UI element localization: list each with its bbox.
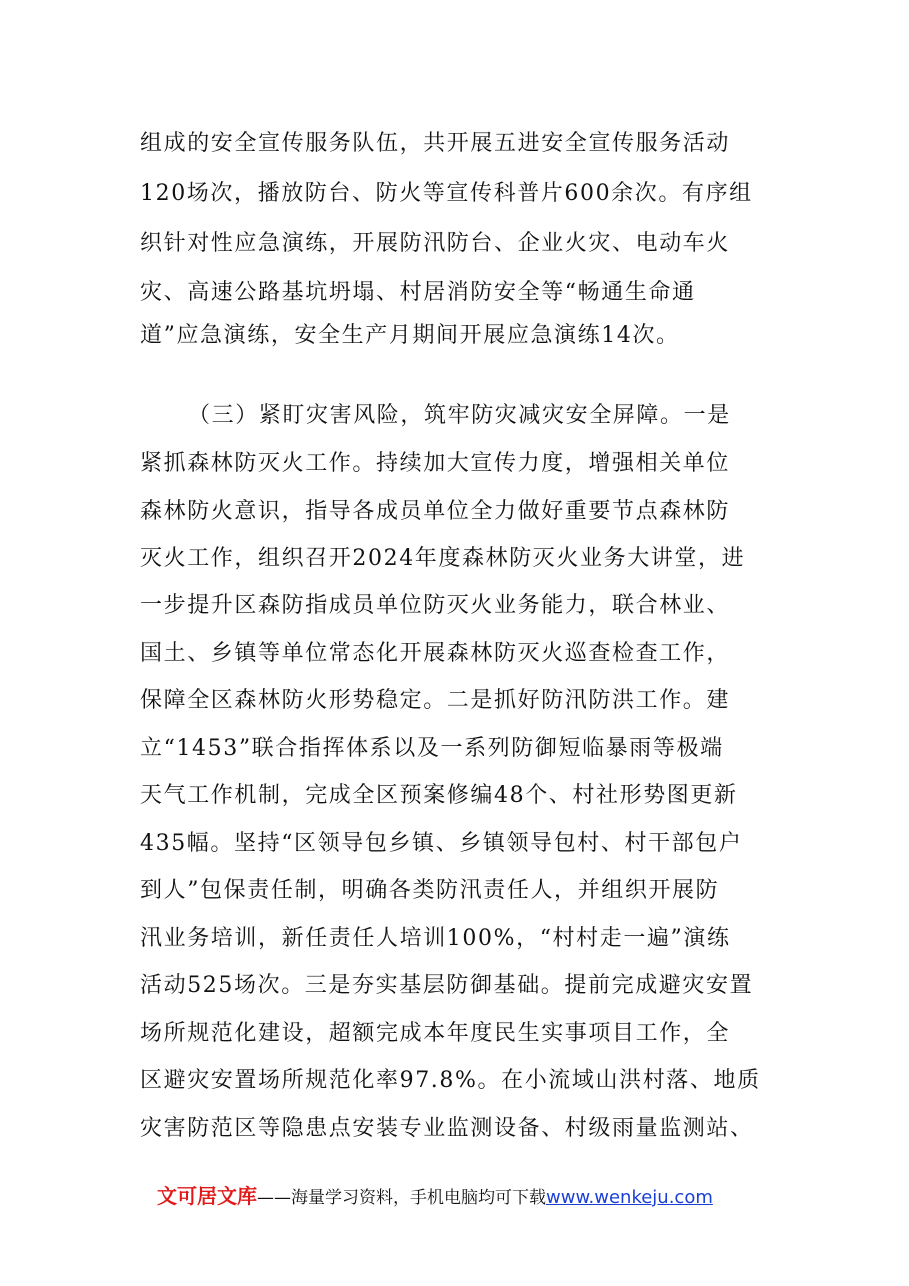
footer-link[interactable]: www.wenkeju.com bbox=[546, 1187, 713, 1208]
footer-slogan: ——海量学习资料，手机电脑均可下载 bbox=[257, 1188, 546, 1208]
paragraph-line: 紧抓森林防灭火工作。持续加大宣传力度，增强相关单位 bbox=[140, 451, 731, 476]
paragraph-line: 汛业务培训，新任责任人培训100%，“村村走一遍”演练 bbox=[140, 926, 731, 951]
paragraph-line: 到人”包保责任制，明确各类防汛责任人，并组织开展防 bbox=[140, 878, 720, 903]
footer-banner bbox=[157, 1183, 713, 1211]
paragraph-line: 120场次，播放防台、防火等宣传科普片600余次。有序组 bbox=[140, 181, 753, 206]
paragraph-line: 立“1453”联合指挥体系以及一系列防御短临暴雨等极端 bbox=[140, 736, 724, 761]
paragraph-line: 场所规范化建设，超额完成本年度民生实事项目工作，全 bbox=[140, 1021, 731, 1046]
paragraph-line: 国土、乡镇等单位常态化开展森林防灭火巡查检查工作， bbox=[140, 641, 731, 666]
paragraph-line: 保障全区森林防火形势稳定。二是抓好防汛防洪工作。建 bbox=[140, 688, 731, 713]
paragraph-line: 435幅。坚持“区领导包乡镇、乡镇领导包村、村干部包户 bbox=[140, 831, 743, 856]
paragraph-line: 天气工作机制，完成全区预案修编48个、村社形势图更新 bbox=[140, 783, 738, 808]
paragraph-line: 道”应急演练，安全生产月期间开展应急演练14次。 bbox=[140, 323, 680, 348]
paragraph-line: 森林防火意识，指导各成员单位全力做好重要节点森林防 bbox=[140, 499, 731, 524]
paragraph-line: 组成的安全宣传服务队伍，共开展五进安全宣传服务活动 bbox=[140, 131, 731, 156]
paragraph-line: 织针对性应急演练，开展防汛防台、企业火灾、电动车火 bbox=[140, 231, 731, 256]
paragraph-line: 灾、高速公路基坑坍塌、村居消防安全等“畅通生命通 bbox=[140, 280, 696, 305]
paragraph-line: 灾害防范区等隐患点安装专业监测设备、村级雨量监测站、 bbox=[140, 1116, 754, 1141]
paragraph-line: 活动525场次。三是夯实基层防御基础。提前完成避灾安置 bbox=[140, 973, 754, 998]
paragraph-line: 一步提升区森防指成员单位防灭火业务能力，联合林业、 bbox=[140, 593, 731, 618]
footer-brand: 文可居文库 bbox=[157, 1184, 257, 1208]
paragraph-line: 灭火工作，组织召开2024年度森林防灭火业务大讲堂，进 bbox=[140, 546, 746, 571]
section-heading-line: （三）紧盯灾害风险，筑牢防灾减灾安全屏障。一是 bbox=[188, 403, 731, 428]
paragraph-line: 区避灾安置场所规范化率97.8%。在小流域山洪村落、地质 bbox=[140, 1068, 761, 1093]
